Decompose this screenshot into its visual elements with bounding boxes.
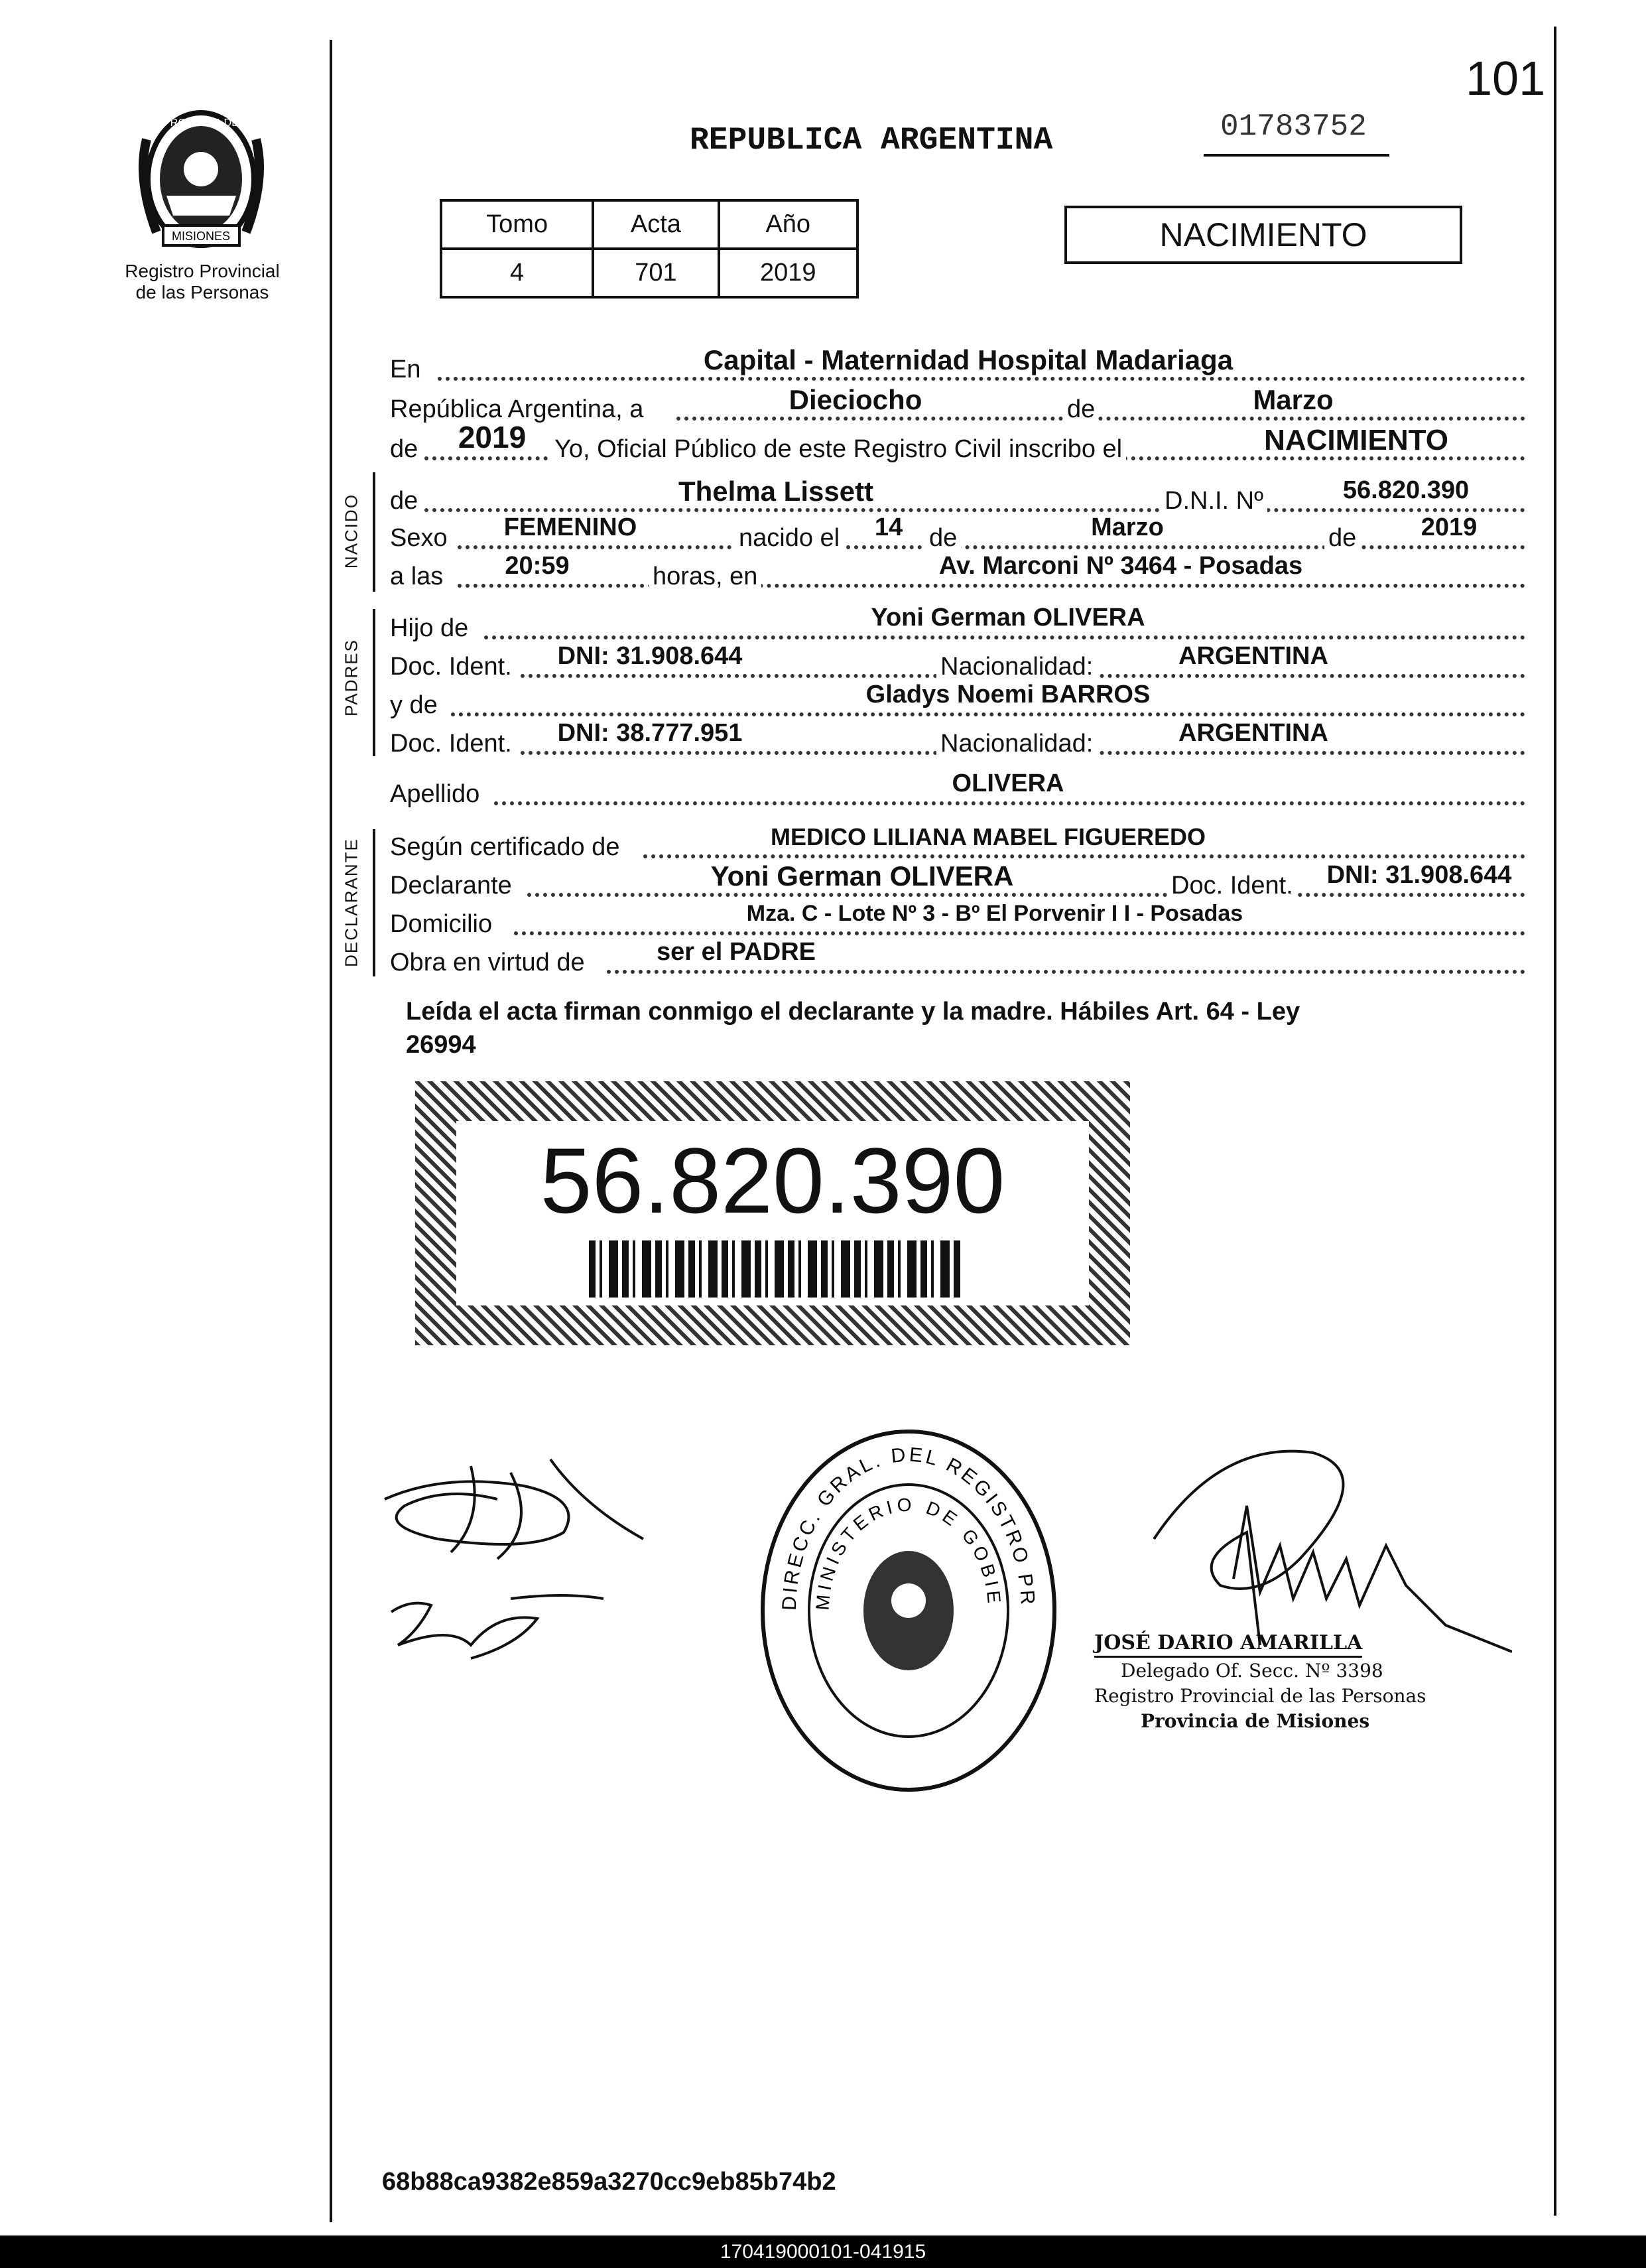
table-cell-tomo: 4 <box>441 249 593 297</box>
value-anio: 2019 <box>458 420 527 454</box>
dotted-line <box>458 545 1525 549</box>
label-segun-certificado: Según certificado de <box>390 833 620 861</box>
value-madre-doc: DNI: 38.777.951 <box>557 719 743 747</box>
section-bracket <box>373 609 381 756</box>
label-doc-ident-decl: Doc. Ident. <box>1167 873 1297 898</box>
dotted-line <box>514 931 1525 935</box>
label-declarante: Declarante <box>390 872 512 900</box>
document-type-box <box>1064 206 1462 264</box>
reference-table <box>440 199 859 299</box>
serial-number: 01783752 <box>1220 109 1367 144</box>
svg-text:MISIONES: MISIONES <box>171 230 231 243</box>
label-republica: República Argentina, a <box>390 395 644 423</box>
label-de-mes: de <box>1064 397 1098 422</box>
footer-code: 170419000101-041915 <box>720 2240 926 2263</box>
page-number: 101 <box>1466 52 1546 105</box>
declarant-signature <box>365 1446 663 1725</box>
value-certificado: MEDICO LILIANA MABEL FIGUEREDO <box>771 823 1206 850</box>
svg-text:MINISTERIO DE GOBIERNO: MINISTERIO DE GOBIE <box>812 1494 1005 1611</box>
dni-sticker-number: 56.820.390 <box>540 1128 1005 1233</box>
label-nacido-el: nacido el <box>735 525 844 551</box>
dotted-line <box>424 508 1525 512</box>
value-apellido: OLIVERA <box>952 769 1064 797</box>
official-seal <box>756 1425 1061 1796</box>
label-apellido: Apellido <box>390 780 480 808</box>
registry-name: Registro Provincial de las Personas <box>125 261 280 302</box>
label-yo-oficial: Yo, Oficial Público de este Registro Civil inscribo el <box>550 436 1126 462</box>
label-doc-ident-2: Doc. Ident. <box>390 730 512 758</box>
side-label-nacido: NACIDO <box>341 493 361 569</box>
dotted-line <box>643 854 1525 858</box>
dotted-line <box>458 584 1525 588</box>
value-nac-anio: 2019 <box>1421 513 1478 541</box>
dotted-line <box>676 417 1525 421</box>
value-mes: Marzo <box>1253 384 1334 415</box>
dotted-line <box>438 377 1525 381</box>
dotted-line <box>607 970 1525 974</box>
document-hash: 68b88ca9382e859a3270cc9eb85b74b2 <box>382 2168 836 2196</box>
dotted-line <box>494 801 1525 805</box>
value-lugar: Capital - Maternidad Hospital Madariaga <box>703 344 1234 375</box>
closing-text: Leída el acta firman conmigo el declarante y la madre. Hábiles Art. 64 - Ley 26994 <box>406 998 1300 1059</box>
label-doc-ident-1: Doc. Ident. <box>390 653 512 681</box>
document-type: NACIMIENTO <box>1159 216 1367 253</box>
label-de-birthmonth: de <box>925 525 961 551</box>
label-en: En <box>390 356 421 383</box>
value-domicilio-nac: Av. Marconi Nº 3464 - Posadas <box>938 552 1303 580</box>
value-nombre: Thelma Lissett <box>678 476 874 507</box>
province-logo <box>130 100 273 255</box>
official-role: Delegado Of. Secc. Nº 3398 <box>1121 1660 1383 1682</box>
right-margin-line <box>1554 27 1556 2216</box>
label-nacionalidad-2: Nacionalidad: <box>936 731 1097 756</box>
value-nac-mes: Marzo <box>1091 513 1164 541</box>
svg-text:DIRECC. GRAL. DEL REGISTRO PRO: DIRECC. GRAL. DEL REGISTRO PR <box>778 1443 1039 1611</box>
label-a-las: a las <box>390 563 444 590</box>
label-hijo-de: Hijo de <box>390 614 469 642</box>
serial-underline <box>1204 154 1389 157</box>
label-de-year: de <box>390 435 418 463</box>
table-cell-acta: 701 <box>593 249 718 297</box>
value-madre-nac: ARGENTINA <box>1178 719 1328 747</box>
dni-sticker-inner <box>456 1121 1089 1305</box>
official-registry: Registro Provincial de las Personas <box>1094 1685 1426 1707</box>
section-bracket <box>373 829 381 976</box>
table-header: Año <box>719 200 857 249</box>
svg-text:PROVINCIA DE: PROVINCIA DE <box>163 117 239 129</box>
official-stamp <box>1094 1631 1426 1734</box>
value-dia: Dieciocho <box>789 384 922 415</box>
value-obra: ser el PADRE <box>656 938 816 966</box>
dotted-line <box>451 712 1525 716</box>
dotted-line <box>527 893 1525 897</box>
table-header: Tomo <box>441 200 593 249</box>
label-horas-en: horas, en <box>649 564 761 589</box>
value-dni: 56.820.390 <box>1342 476 1470 504</box>
side-label-padres: PADRES <box>341 639 361 716</box>
value-declarante: Yoni German OLIVERA <box>710 860 1014 892</box>
label-domicilio: Domicilio <box>390 910 493 938</box>
value-declarante-doc: DNI: 31.908.644 <box>1326 861 1512 889</box>
side-label-declarante: DECLARANTE <box>341 838 361 967</box>
dni-sticker <box>415 1081 1130 1345</box>
label-de-birthyear: de <box>1324 525 1360 551</box>
value-padre-doc: DNI: 31.908.644 <box>557 642 743 670</box>
barcode <box>589 1240 960 1298</box>
label-de-name: de <box>390 487 418 515</box>
official-name: JOSÉ DARIO AMARILLA <box>1094 1631 1362 1658</box>
left-margin-line <box>330 40 332 2222</box>
value-madre: Gladys Noemi BARROS <box>865 681 1151 708</box>
dotted-line <box>484 635 1525 639</box>
value-hora: 20:59 <box>505 552 570 580</box>
value-sexo: FEMENINO <box>503 513 637 541</box>
value-nac-dia: 14 <box>874 513 903 541</box>
value-domicilio: Mza. C - Lote Nº 3 - Bº El Porvenir I I - Posadas <box>746 901 1243 926</box>
label-nacionalidad-1: Nacionalidad: <box>936 654 1097 679</box>
official-province: Provincia de Misiones <box>1141 1710 1370 1732</box>
value-padre-nac: ARGENTINA <box>1178 642 1328 670</box>
label-obra-virtud: Obra en virtud de <box>390 949 585 976</box>
table-cell-anio: 2019 <box>719 249 857 297</box>
table-header: Acta <box>593 200 718 249</box>
value-padre: Yoni German OLIVERA <box>871 604 1145 632</box>
country-title: REPUBLICA ARGENTINA <box>690 123 1053 159</box>
footer-bar <box>0 2235 1646 2268</box>
section-bracket <box>373 472 381 592</box>
label-sexo: Sexo <box>390 524 448 552</box>
value-acto: NACIMIENTO <box>1264 424 1448 456</box>
label-y-de: y de <box>390 691 438 719</box>
label-dni: D.N.I. Nº <box>1161 488 1267 513</box>
